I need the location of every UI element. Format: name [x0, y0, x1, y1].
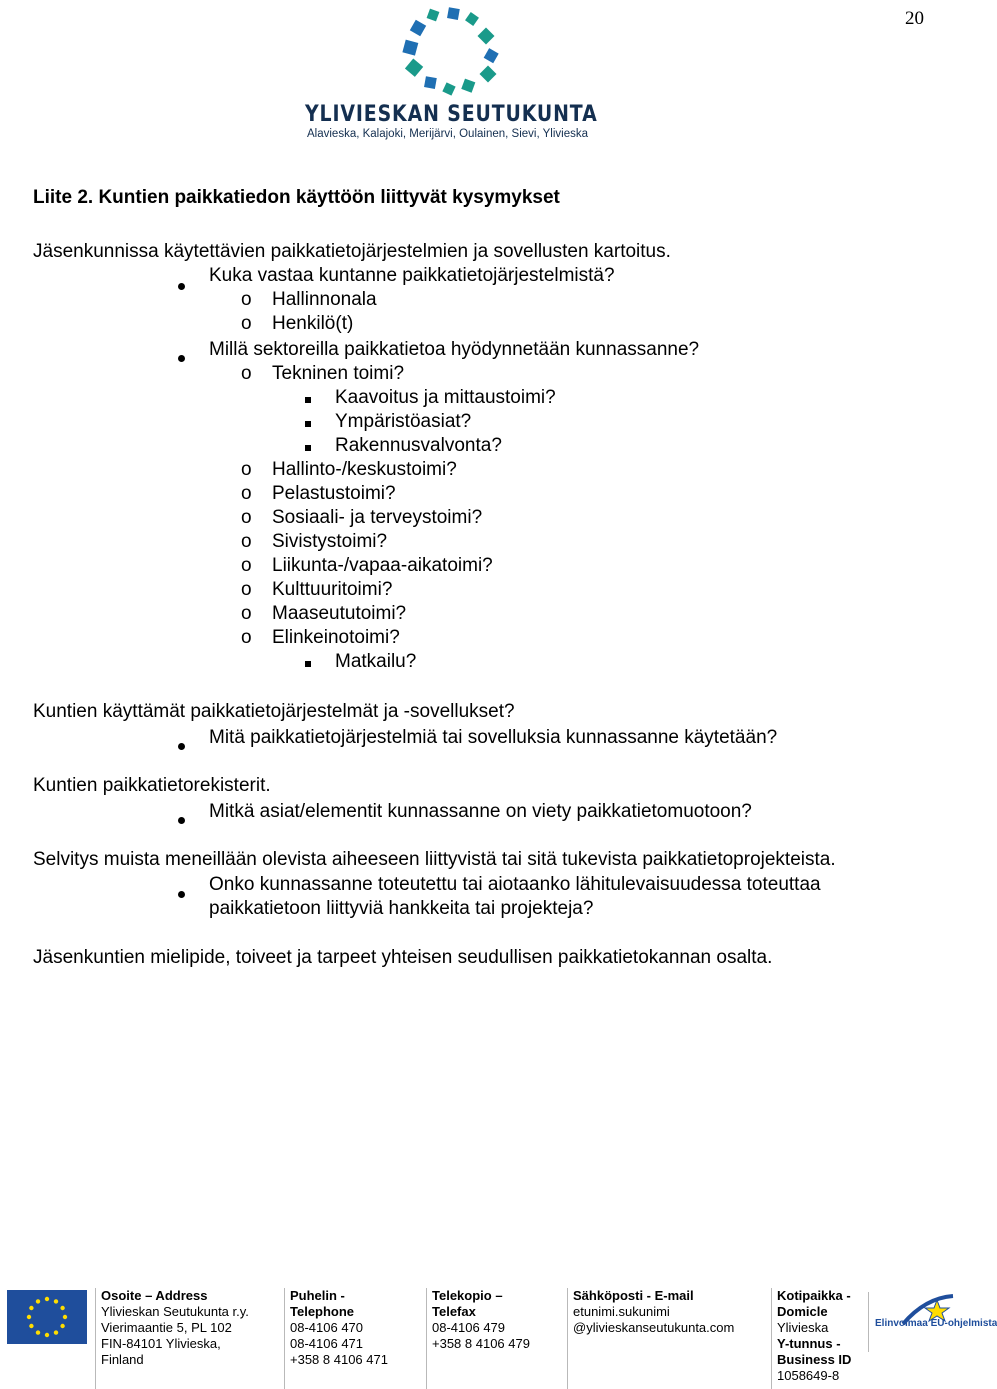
sub-marker-o: o	[241, 627, 252, 648]
question-elementit: Mitkä asiat/elementit kunnassanne on viety paikkatietomuotoon?	[209, 801, 752, 822]
footer-phone-number: +358 8 4106 471	[290, 1352, 388, 1367]
footer-business-id-title: Business ID	[777, 1352, 852, 1367]
eu-flag-icon	[7, 1290, 87, 1344]
bullet-square-icon	[305, 435, 325, 457]
logo-towns: Alavieska, Kalajoki, Merijärvi, Oulainen, Sievi, Ylivieska	[307, 128, 589, 140]
sector-elinkeino: Elinkeinotoimi?	[272, 627, 400, 648]
bullet-square-icon	[305, 651, 325, 673]
bullet-dot-icon	[178, 734, 198, 756]
footer-email-line: @ylivieskanseutukunta.com	[573, 1320, 735, 1335]
page-number: 20	[905, 8, 924, 29]
sector-maaseutu: Maaseututoimi?	[272, 603, 407, 624]
footer-phone	[284, 1288, 418, 1389]
sub-marker-o: o	[241, 603, 252, 624]
sub-marker-o: o	[241, 363, 252, 384]
sector-tekninen: Tekninen toimi?	[272, 363, 405, 384]
footer-domicile-title: Kotipaikka -	[777, 1288, 851, 1303]
question-hankkeet-line2: paikkatietoon liittyviä hankkeita tai projekteja?	[209, 898, 594, 919]
bullet-dot-icon	[178, 882, 198, 904]
sub-marker-o: o	[241, 483, 252, 504]
page-footer	[0, 1286, 997, 1389]
paragraph-rekisterit: Kuntien paikkatietorekisterit.	[33, 775, 271, 796]
bullet-dot-icon	[178, 274, 198, 296]
footer-address-line: Ylivieskan Seutukunta r.y.	[101, 1304, 249, 1319]
sector-kulttuuri: Kulttuuritoimi?	[272, 579, 393, 600]
footer-phone-number: 08-4106 471	[290, 1336, 364, 1351]
subsector-ymparisto: Ympäristöasiat?	[335, 411, 472, 432]
sub-marker-o: o	[241, 459, 252, 480]
footer-address-title: Osoite – Address	[101, 1288, 208, 1303]
sub-marker-o: o	[241, 531, 252, 552]
bullet-dot-icon	[178, 808, 198, 830]
footer-fax	[426, 1288, 560, 1389]
eu-logo-text: Elinvoimaa	[875, 1318, 928, 1329]
sub-marker-o: o	[241, 555, 252, 576]
sector-hallinto: Hallinto-/keskustoimi?	[272, 459, 457, 480]
footer-fax-title: Telekopio –	[432, 1288, 503, 1303]
footer-email-line: etunimi.sukunimi	[573, 1304, 670, 1319]
footer-domicile	[771, 1288, 863, 1389]
footer-phone-title: Telephone	[290, 1304, 355, 1319]
footer-phone-title: Puhelin -	[290, 1288, 345, 1303]
bullet-square-icon	[305, 387, 325, 409]
footer-phone-number: 08-4106 470	[290, 1320, 364, 1335]
sub-marker-o: o	[241, 507, 252, 528]
footer-email	[567, 1288, 763, 1389]
sector-liikunta: Liikunta-/vapaa-aikatoimi?	[272, 555, 493, 576]
paragraph-projektit: Selvitys muista meneillään olevista aiheeseen liittyvistä tai sitä tukevista paikkatietoprojekteista.	[33, 849, 836, 870]
sub-marker-o: o	[241, 579, 252, 600]
subsector-kaavoitus: Kaavoitus ja mittaustoimi?	[335, 387, 556, 408]
question-vastuu: Kuka vastaa kuntanne paikkatietojärjestelmistä?	[209, 265, 615, 286]
footer-address-line: Finland	[101, 1352, 144, 1367]
footer-domicile-value: Ylivieska	[777, 1320, 829, 1335]
footer-fax-title: Telefax	[432, 1304, 476, 1319]
sector-pelastus: Pelastustoimi?	[272, 483, 396, 504]
question-jarjestelmat: Mitä paikkatietojärjestelmiä tai sovelluksia kunnassanne käytetään?	[209, 727, 778, 748]
footer-domicile-title: Domicle	[777, 1304, 828, 1319]
footer-address-line: Vierimaantie 5, PL 102	[101, 1320, 232, 1335]
subsector-rakennusvalvonta: Rakennusvalvonta?	[335, 435, 502, 456]
paragraph-mielipide: Jäsenkuntien mielipide, toiveet ja tarpeet yhteisen seudullisen paikkatietokannan osalta.	[33, 947, 773, 968]
sector-sivistys: Sivistystoimi?	[272, 531, 388, 552]
logo-emblem-icon	[300, 4, 630, 100]
option-hallinnonala: Hallinnonala	[272, 289, 377, 310]
paragraph-jarjestelmat: Kuntien käyttämät paikkatietojärjestelmät ja -sovellukset?	[33, 701, 515, 722]
paragraph-kartoitus: Jäsenkunnissa käytettävien paikkatietojärjestelmien ja sovellusten kartoitus.	[33, 241, 671, 262]
sub-marker-o: o	[241, 289, 252, 310]
footer-address-line: FIN-84101 Ylivieska,	[101, 1336, 221, 1351]
subsector-matkailu: Matkailu?	[335, 651, 417, 672]
seutukunta-logo	[300, 4, 630, 144]
logo-name: YLIVIESKAN SEUTUKUNTA	[305, 102, 598, 127]
footer-fax-number: +358 8 4106 479	[432, 1336, 530, 1351]
footer-business-id-value: 1058649-8	[777, 1368, 840, 1383]
eu-logo-text: EU-ohjelmista	[930, 1318, 997, 1329]
bullet-square-icon	[305, 411, 325, 433]
sector-sosiaali: Sosiaali- ja terveystoimi?	[272, 507, 483, 528]
eu-program-logo	[868, 1292, 997, 1352]
option-henkilot: Henkilö(t)	[272, 313, 354, 334]
bullet-dot-icon	[178, 346, 198, 368]
question-sektorit: Millä sektoreilla paikkatietoa hyödynnetään kunnassanne?	[209, 339, 700, 360]
footer-email-title: Sähköposti - E-mail	[573, 1288, 694, 1303]
footer-business-id-title: Y-tunnus -	[777, 1336, 841, 1351]
footer-address	[95, 1288, 279, 1389]
question-hankkeet-line1: Onko kunnassanne toteutettu tai aiotaanko lähitulevaisuudessa toteuttaa	[209, 874, 821, 895]
sub-marker-o: o	[241, 313, 252, 334]
document-heading: Liite 2. Kuntien paikkatiedon käyttöön liittyvät kysymykset	[33, 187, 560, 208]
footer-fax-number: 08-4106 479	[432, 1320, 506, 1335]
